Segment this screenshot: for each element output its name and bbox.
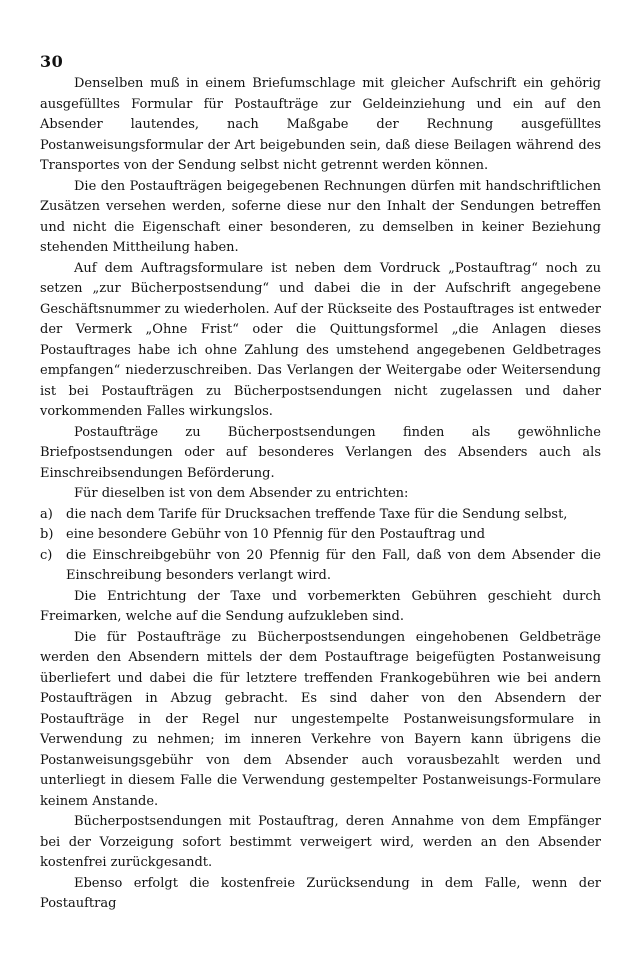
paragraph: Postaufträge zu Bücherpostsendungen finden als gewöhnliche Briefpostsendungen oder auf besonderes Verlangen des Absenders auch als Einschreibsendungen Beförderung.	[40, 424, 601, 481]
list-item	[40, 546, 601, 587]
list-item	[40, 505, 601, 526]
paragraph: Bücherpostsendungen mit Postauftrag, deren Annahme von dem Empfänger bei der Vorzeigung sofort bestimmt verweigert wird, werden an den Absender kostenfrei zurückgesandt.	[40, 814, 601, 870]
paragraph: Für dieselben ist von dem Absender zu entrichten:	[74, 486, 409, 501]
list-item-label: a)	[40, 506, 53, 522]
document-body	[40, 64, 601, 915]
paragraph: Die Entrichtung der Taxe und vorbemerkten Gebühren geschieht durch Freimarken, welche auf die Sendung aufzukleben sind.	[40, 588, 601, 624]
list-item-label: b)	[40, 527, 54, 542]
list-item-text: eine besondere Gebühr von 10 Pfennig für den Postauftrag und	[66, 527, 486, 542]
paragraph: Die den Postaufträgen beigegebenen Rechnungen dürfen mit handschriftlichen Zusätzen versehen werden, soferne diese nur den Inhalt der Sendungen betreffen und nicht die Eigenschaft einer besonderen, zu demselben in keiner Beziehung stehenden Mittheilung haben.	[40, 178, 601, 255]
paragraph: Auf dem Auftragsformulare ist neben dem Vordruck „Postauftrag“ noch zu setzen „zur Bücherpostsendung“ und dabei die in der Aufschrift angegebene Geschäftsnummer zu wiederholen. Auf der Rückseite des Postauftrages ist entweder der Vermerk „Ohne Frist“ oder die Quittungsformel „die Anlagen dieses Postauftrages habe ich ohne Zahlung des umstehend angegebenen Geldbetrages empfangen“ niederzuschreiben. Das Verlangen der Weitergabe oder Weitersendung ist bei Postaufträgen zu Bücherpostsendungen nicht zugelassen und daher vorkommenden Falles wirkungslos.	[40, 260, 601, 419]
page-number: 30	[40, 52, 64, 71]
list-item-text: die nach dem Tarife für Drucksachen treffende Taxe für die Sendung selbst,	[66, 506, 568, 522]
list-item-label: c)	[40, 547, 53, 563]
paragraph: Die für Postaufträge zu Bücherpostsendungen eingehobenen Geldbeträge werden den Absendern mittels der dem Postauftrage beigefügten Postanweisung überliefert und dabei die für letztere treffenden Frankogebühren wie bei andern Postaufträgen in Abzug gebracht. Es sind daher von den Absendern der Postaufträge in der Regel nur ungestempelte Postanweisungsformulare in Verwendung zu nehmen; im inneren Verkehre von Bayern kann übrigens die Postanweisungsgebühr von dem Absender auch vorausbezahlt werden und unterliegt in diesem Falle die Verwendung gestempelter Postanweisungs-Formulare keinem Anstande.	[40, 629, 601, 809]
list-item	[40, 525, 601, 546]
paragraph: Denselben muß in einem Briefumschlage mit gleicher Aufschrift ein gehörig ausgefülltes Formular für Postaufträge zur Geldeinziehung und ein auf den Absender lautendes, nach Maßgabe der Rechnung ausgefülltes Postanweisungsformular der Art beigebunden sein, daß diese Beilagen während des Transportes von der Sendung selbst nicht getrennt werden können.	[40, 76, 601, 173]
paragraph: Ebenso erfolgt die kostenfreie Zurücksendung in dem Falle, wenn der Postauftrag	[40, 875, 601, 911]
list-item-text: die Einschreibgebühr von 20 Pfennig für den Fall, daß von dem Absender die Einschreibung besonders verlangt wird.	[66, 547, 601, 583]
